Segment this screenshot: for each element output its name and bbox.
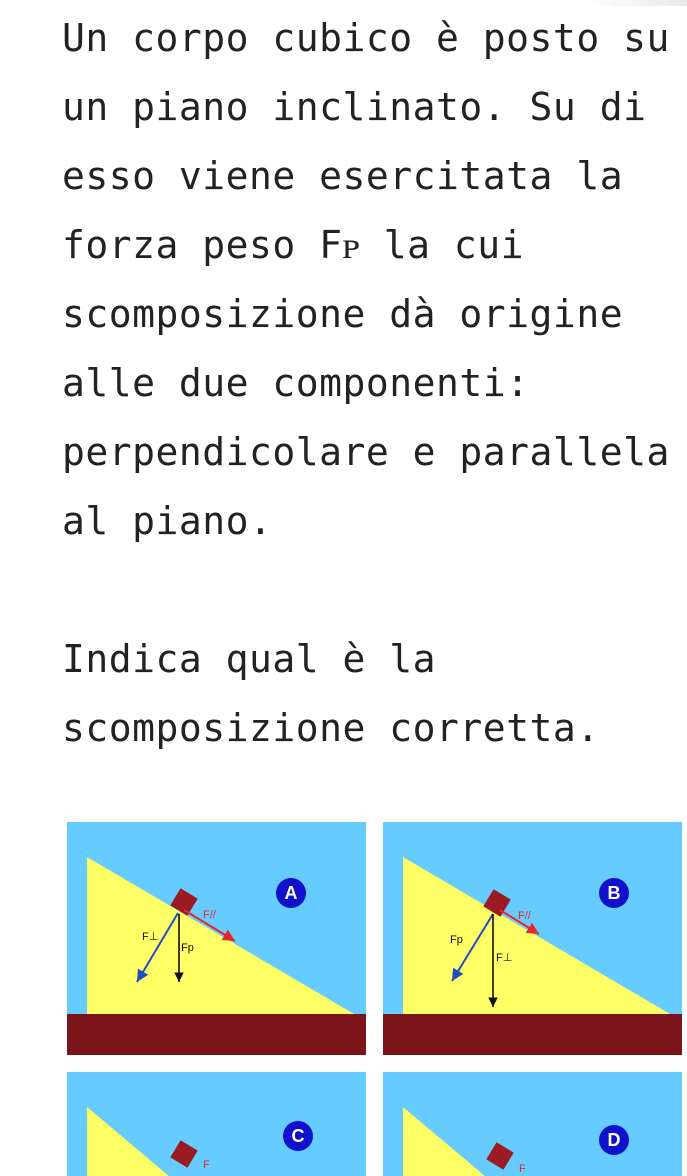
block xyxy=(170,1140,197,1167)
label-weight: Fp xyxy=(181,942,194,954)
badge-letter: D xyxy=(607,1130,621,1150)
question-line: al piano. xyxy=(62,499,273,543)
question-text xyxy=(62,4,672,763)
option-d-diagram[interactable] xyxy=(383,1072,682,1176)
ground-strip xyxy=(67,1014,366,1055)
question-line: alle due componenti: xyxy=(62,361,530,405)
option-c-svg xyxy=(67,1072,366,1176)
badge-letter: A xyxy=(284,883,298,903)
label-perpendicular: F⊥ xyxy=(496,952,513,964)
question-line: Un corpo cubico è posto su xyxy=(62,16,670,60)
question-line: esso viene esercitata la xyxy=(62,154,624,198)
ground-strip xyxy=(383,1014,682,1055)
question-line: scomposizione dà origine xyxy=(62,292,624,336)
option-a-diagram[interactable] xyxy=(67,822,366,1055)
option-d-svg xyxy=(383,1072,682,1176)
label-parallel: F// xyxy=(518,910,531,922)
label-parallel: F// xyxy=(203,909,216,921)
incline-triangle xyxy=(87,857,354,1014)
badge-letter: B xyxy=(607,883,621,903)
option-b-diagram[interactable] xyxy=(383,822,682,1055)
incline-triangle xyxy=(403,857,670,1014)
question-line: perpendicolare e parallela xyxy=(62,430,670,474)
prompt-line: scomposizione corretta. xyxy=(62,706,600,750)
incline-triangle xyxy=(87,1107,354,1176)
prompt-line: Indica qual è la xyxy=(62,637,437,681)
label-weight: Fp xyxy=(450,934,463,946)
option-a-svg xyxy=(67,822,366,1055)
label-partial: F xyxy=(203,1159,210,1171)
question-line: un piano inclinato. Su di xyxy=(62,85,647,129)
incline-triangle xyxy=(403,1107,670,1176)
option-b-svg xyxy=(383,822,682,1055)
question-line: forza peso Fᴘ la cui xyxy=(62,223,525,267)
badge-letter: C xyxy=(291,1126,305,1146)
option-c-diagram[interactable] xyxy=(67,1072,366,1176)
label-partial: F xyxy=(519,1163,526,1175)
block xyxy=(486,1142,513,1169)
label-perpendicular: F⊥ xyxy=(142,931,159,943)
